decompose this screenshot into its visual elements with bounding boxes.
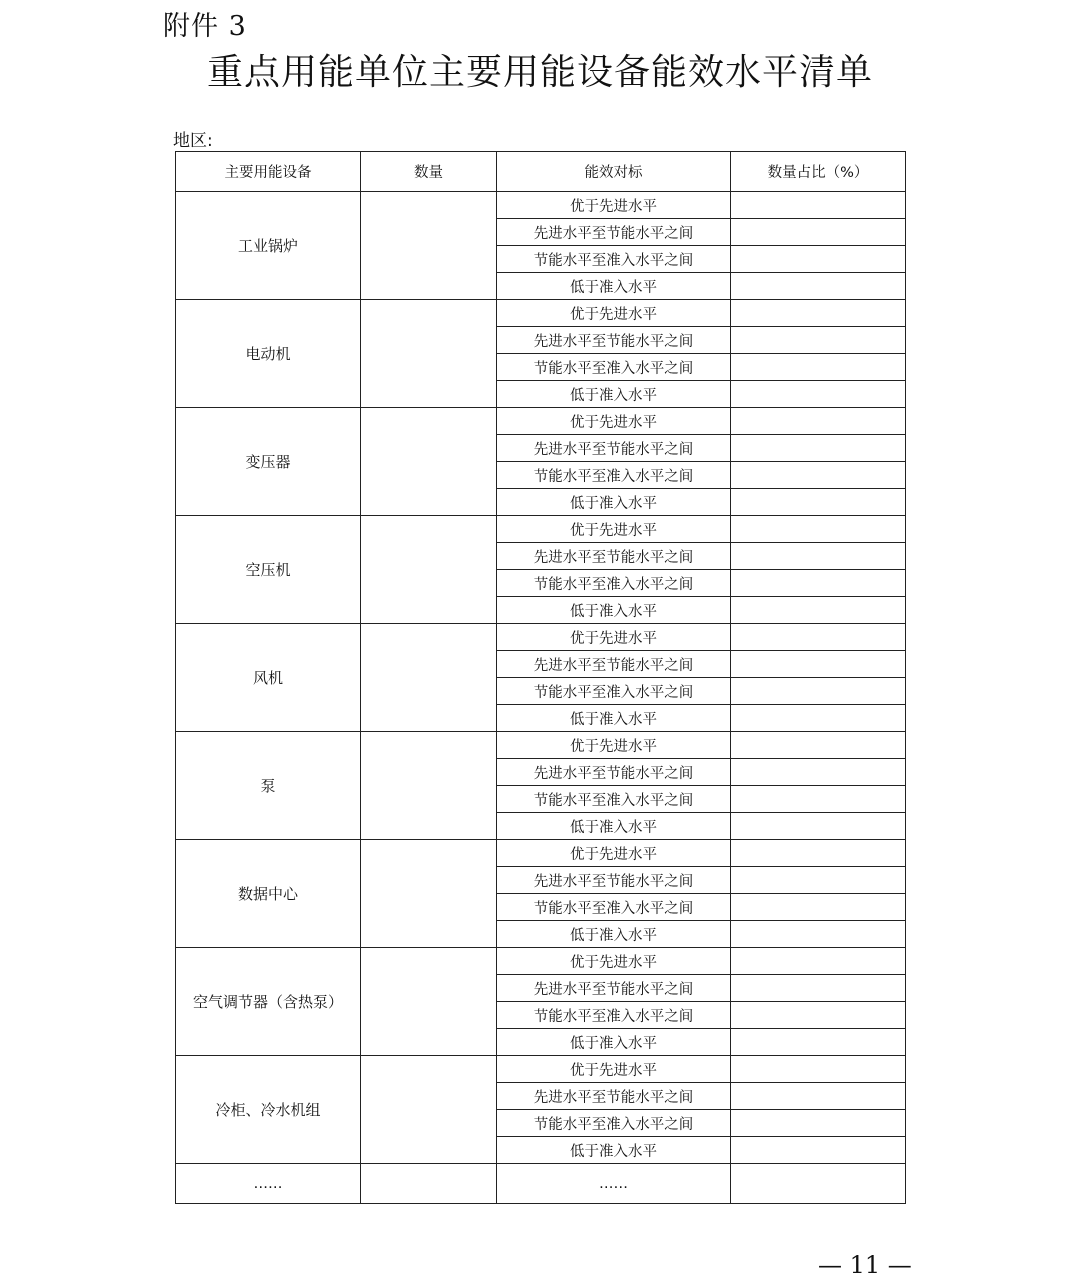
benchmark-level-cell: 节能水平至准入水平之间 <box>497 786 731 813</box>
ellipsis-cell: …… <box>497 1164 731 1204</box>
share-cell[interactable] <box>731 1110 906 1137</box>
share-cell[interactable] <box>731 948 906 975</box>
benchmark-level-cell: 优于先进水平 <box>497 840 731 867</box>
attachment-label: 附件 3 <box>163 11 247 42</box>
share-cell[interactable] <box>731 273 906 300</box>
share-cell[interactable] <box>731 300 906 327</box>
share-cell[interactable] <box>731 921 906 948</box>
table-row <box>176 1056 906 1083</box>
quantity-cell[interactable] <box>361 1056 497 1164</box>
quantity-cell[interactable] <box>361 408 497 516</box>
share-cell[interactable] <box>731 246 906 273</box>
benchmark-level-cell: 节能水平至准入水平之间 <box>497 570 731 597</box>
equipment-name-cell: 工业锅炉 <box>176 192 361 300</box>
benchmark-level-cell: 低于准入水平 <box>497 381 731 408</box>
share-cell[interactable] <box>731 597 906 624</box>
equipment-name-cell: 冷柜、冷水机组 <box>176 1056 361 1164</box>
benchmark-level-cell: 先进水平至节能水平之间 <box>497 543 731 570</box>
benchmark-level-cell: 优于先进水平 <box>497 408 731 435</box>
share-cell[interactable] <box>731 516 906 543</box>
benchmark-level-cell: 先进水平至节能水平之间 <box>497 867 731 894</box>
benchmark-level-cell: 低于准入水平 <box>497 489 731 516</box>
share-cell[interactable] <box>731 543 906 570</box>
benchmark-level-cell: 优于先进水平 <box>497 192 731 219</box>
quantity-cell[interactable] <box>361 624 497 732</box>
benchmark-level-cell: 低于准入水平 <box>497 813 731 840</box>
table-row <box>176 732 906 759</box>
share-cell[interactable] <box>731 651 906 678</box>
quantity-cell[interactable] <box>361 732 497 840</box>
share-cell[interactable] <box>731 1029 906 1056</box>
share-cell[interactable] <box>731 840 906 867</box>
quantity-cell[interactable] <box>361 948 497 1056</box>
document-title: 重点用能单位主要用能设备能效水平清单 <box>206 52 873 93</box>
benchmark-level-cell: 优于先进水平 <box>497 516 731 543</box>
share-cell[interactable] <box>731 678 906 705</box>
benchmark-level-cell: 优于先进水平 <box>497 300 731 327</box>
share-cell[interactable] <box>731 732 906 759</box>
share-cell[interactable] <box>731 435 906 462</box>
share-cell[interactable] <box>731 786 906 813</box>
header-share: 数量占比（%） <box>731 152 906 192</box>
share-cell[interactable] <box>731 894 906 921</box>
benchmark-level-cell: 先进水平至节能水平之间 <box>497 651 731 678</box>
equipment-name-cell: 空压机 <box>176 516 361 624</box>
benchmark-level-cell: 节能水平至准入水平之间 <box>497 354 731 381</box>
header-benchmark: 能效对标 <box>497 152 731 192</box>
benchmark-level-cell: 先进水平至节能水平之间 <box>497 219 731 246</box>
benchmark-level-cell: 节能水平至准入水平之间 <box>497 678 731 705</box>
ellipsis-cell <box>361 1164 497 1204</box>
share-cell[interactable] <box>731 1002 906 1029</box>
quantity-cell[interactable] <box>361 840 497 948</box>
share-cell[interactable] <box>731 381 906 408</box>
benchmark-level-cell: 节能水平至准入水平之间 <box>497 462 731 489</box>
table-row <box>176 840 906 867</box>
share-cell[interactable] <box>731 1083 906 1110</box>
benchmark-level-cell: 先进水平至节能水平之间 <box>497 759 731 786</box>
benchmark-level-cell: 先进水平至节能水平之间 <box>497 327 731 354</box>
benchmark-level-cell: 先进水平至节能水平之间 <box>497 435 731 462</box>
benchmark-level-cell: 低于准入水平 <box>497 921 731 948</box>
benchmark-level-cell: 先进水平至节能水平之间 <box>497 1083 731 1110</box>
share-cell[interactable] <box>731 570 906 597</box>
share-cell[interactable] <box>731 462 906 489</box>
share-cell[interactable] <box>731 192 906 219</box>
table-row <box>176 408 906 435</box>
benchmark-level-cell: 优于先进水平 <box>497 732 731 759</box>
share-cell[interactable] <box>731 408 906 435</box>
table-row <box>176 624 906 651</box>
equipment-efficiency-table <box>175 151 906 1204</box>
table-row <box>176 516 906 543</box>
quantity-cell[interactable] <box>361 192 497 300</box>
header-equipment: 主要用能设备 <box>176 152 361 192</box>
share-cell[interactable] <box>731 354 906 381</box>
equipment-name-cell: 数据中心 <box>176 840 361 948</box>
table-row <box>176 300 906 327</box>
benchmark-level-cell: 优于先进水平 <box>497 624 731 651</box>
benchmark-level-cell: 先进水平至节能水平之间 <box>497 975 731 1002</box>
share-cell[interactable] <box>731 624 906 651</box>
benchmark-level-cell: 低于准入水平 <box>497 1029 731 1056</box>
benchmark-level-cell: 低于准入水平 <box>497 597 731 624</box>
page-number: — 11 — <box>818 1251 912 1279</box>
quantity-cell[interactable] <box>361 300 497 408</box>
equipment-name-cell: 电动机 <box>176 300 361 408</box>
share-cell[interactable] <box>731 1056 906 1083</box>
benchmark-level-cell: 节能水平至准入水平之间 <box>497 1110 731 1137</box>
quantity-cell[interactable] <box>361 516 497 624</box>
benchmark-level-cell: 节能水平至准入水平之间 <box>497 1002 731 1029</box>
benchmark-level-cell: 低于准入水平 <box>497 273 731 300</box>
share-cell[interactable] <box>731 867 906 894</box>
ellipsis-row <box>176 1164 906 1204</box>
benchmark-level-cell: 优于先进水平 <box>497 948 731 975</box>
benchmark-level-cell: 节能水平至准入水平之间 <box>497 246 731 273</box>
benchmark-level-cell: 低于准入水平 <box>497 705 731 732</box>
benchmark-level-cell: 低于准入水平 <box>497 1137 731 1164</box>
share-cell[interactable] <box>731 219 906 246</box>
header-quantity: 数量 <box>361 152 497 192</box>
share-cell[interactable] <box>731 813 906 840</box>
ellipsis-cell: …… <box>176 1164 361 1204</box>
table-row <box>176 948 906 975</box>
share-cell[interactable] <box>731 327 906 354</box>
equipment-name-cell: 泵 <box>176 732 361 840</box>
share-cell[interactable] <box>731 1137 906 1164</box>
share-cell[interactable] <box>731 489 906 516</box>
equipment-name-cell: 变压器 <box>176 408 361 516</box>
equipment-name-cell: 空气调节器（含热泵） <box>176 948 361 1056</box>
benchmark-level-cell: 节能水平至准入水平之间 <box>497 894 731 921</box>
header-row <box>176 152 906 192</box>
ellipsis-cell <box>731 1164 906 1204</box>
region-label: 地区: <box>173 131 213 151</box>
share-cell[interactable] <box>731 705 906 732</box>
equipment-name-cell: 风机 <box>176 624 361 732</box>
benchmark-level-cell: 优于先进水平 <box>497 1056 731 1083</box>
share-cell[interactable] <box>731 759 906 786</box>
table-row <box>176 192 906 219</box>
share-cell[interactable] <box>731 975 906 1002</box>
